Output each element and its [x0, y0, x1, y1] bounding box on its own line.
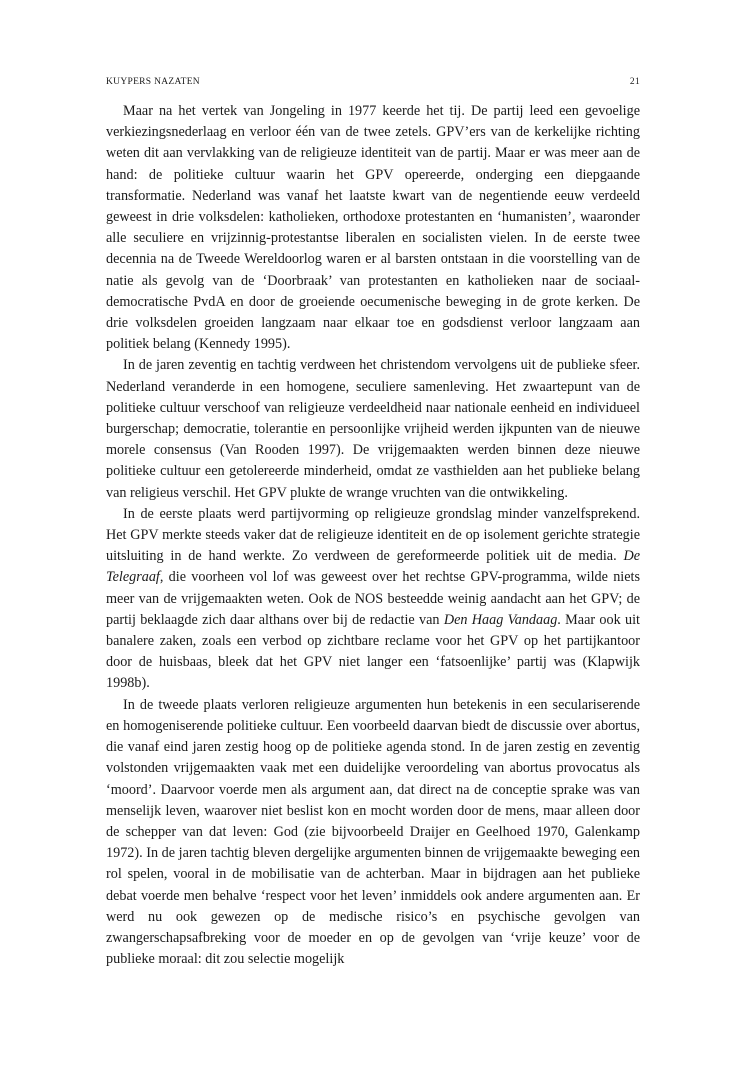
- page-number: 21: [629, 77, 640, 87]
- paragraph-3-text-a: In de eerste plaats werd partijvorming op religieuze grondslag minder vanzelfsprekend. Het GPV merkte steeds vaker dat de religieuze identiteit en de op isolement gerichte strategie uitsluiting in de hand werkte. Zo verdween de gereformeerde politiek uit de media.: [106, 505, 640, 565]
- paragraph-3-text-c: . Maar ook uit banalere zaken, zoals een verbod op zichtbare reclame voor het GPV op het partijkantoor door de huisbaas, bleek dat het GPV niet langer een ‘fatsoenlijke’ partij was (Klapwijk 1998b).: [106, 611, 640, 692]
- paragraph-2: In de jaren zeventig en tachtig verdween het christendom vervolgens uit de publieke sfeer. Nederland veranderde in een homogene, seculiere samenleving. Het zwaartepunt van de politieke cultuur verschoof van religieuze verdeeldheid naar nationale eenheid en individueel burgerschap; democratie, tolerantie en persoonlijke vrijheid werden ijkpunten van de nieuwe morele consensus (Van Rooden 1997). De vrijgemaakten werden binnen deze nieuwe politieke cultuur een getolereerde minderheid, omdat ze vasthielden aan het publieke belang van religieus verschil. Het GPV plukte de wrange vruchten van die ontwikkeling.: [106, 357, 640, 501]
- publication-title-telegraaf: De Telegraaf: [106, 548, 640, 586]
- running-header: [106, 77, 640, 91]
- paragraph-3-text-b: , die voorheen vol lof was geweest over het rechtse GPV-programma, wilde niets meer van de vrijgemaakten weten. Ook de NOS besteedde weinig aandacht aan het GPV; de partij beklaagde zich daar althans over bij de redactie van: [106, 569, 640, 628]
- paragraph-3: [106, 504, 640, 695]
- body-text: [106, 101, 640, 970]
- programme-title-den-haag-vandaag: Den Haag Vandaag: [443, 611, 558, 628]
- running-title: KUYPERS NAZATEN: [106, 77, 200, 87]
- paragraph-1: Maar na het vertek van Jongeling in 1977 keerde het tij. De partij leed een gevoelige verkiezingsnederlaag en verloor één van de twee zetels. GPV’ers van de kerkelijke richting weten dit aan vervlakking van de religieuze identiteit van de partij. Maar er was meer aan de hand: de politieke cultuur waarin het GPV opereerde, onderging een diepgaande transformatie. Nederland was vanaf het laatste kwart van de negentiende eeuw verdeeld geweest in drie volksdelen: katholieken, orthodoxe protestanten en ‘humanisten’, waaronder alle seculiere en vrijzinnig-protestantse liberalen en socialisten vielen. In de eerste twee decennia na de Tweede Wereldoorlog waren er al barsten ontstaan in die voorstelling van de natie als gevolg van de ‘Doorbraak’ van protestanten en katholieken naar de sociaal-democratische PvdA en door de groeiende oecumenische beweging in de grote kerken. De drie volksdelen groeiden langzaam naar elkaar toe en godsdienst verloor langzaam aan politiek belang (Kennedy 1995).: [106, 103, 640, 353]
- paragraph-4: In de tweede plaats verloren religieuze argumenten hun betekenis in een seculariserende en homogeniserende politieke cultuur. Een voorbeeld daarvan biedt de discussie over abortus, die vanaf eind jaren zestig hoog op de politieke agenda stond. In de jaren zestig en zeventig volstonden vrijgemaakten vaak met een duidelijke veroordeling van abortus provocatus als ‘moord’. Daarvoor voerde men als argument aan, dat direct na de conceptie sprake was van menselijk leven, waarover niet beslist kon en mocht worden door de mens, maar alleen door de schepper van dat leven: God (zie bijvoorbeeld Draijer en Geelhoed 1970, Galenkamp 1972). In de jaren tachtig bleven dergelijke argumenten binnen de vrijgemaakte beweging een rol spelen, vooral in de mobilisatie van de achterban. Maar in bijdragen aan het publieke debat voerde men behalve ‘respect voor het leven’ inmiddels ook andere argumenten aan. Er werd nu ook gewezen op de medische risico’s en psychische gevolgen van zwangerschapsafbreking voor de moeder en op de gevolgen van ‘vrije keuze’ voor de publieke moraal: dit zou selectie mogelijk: [106, 696, 640, 968]
